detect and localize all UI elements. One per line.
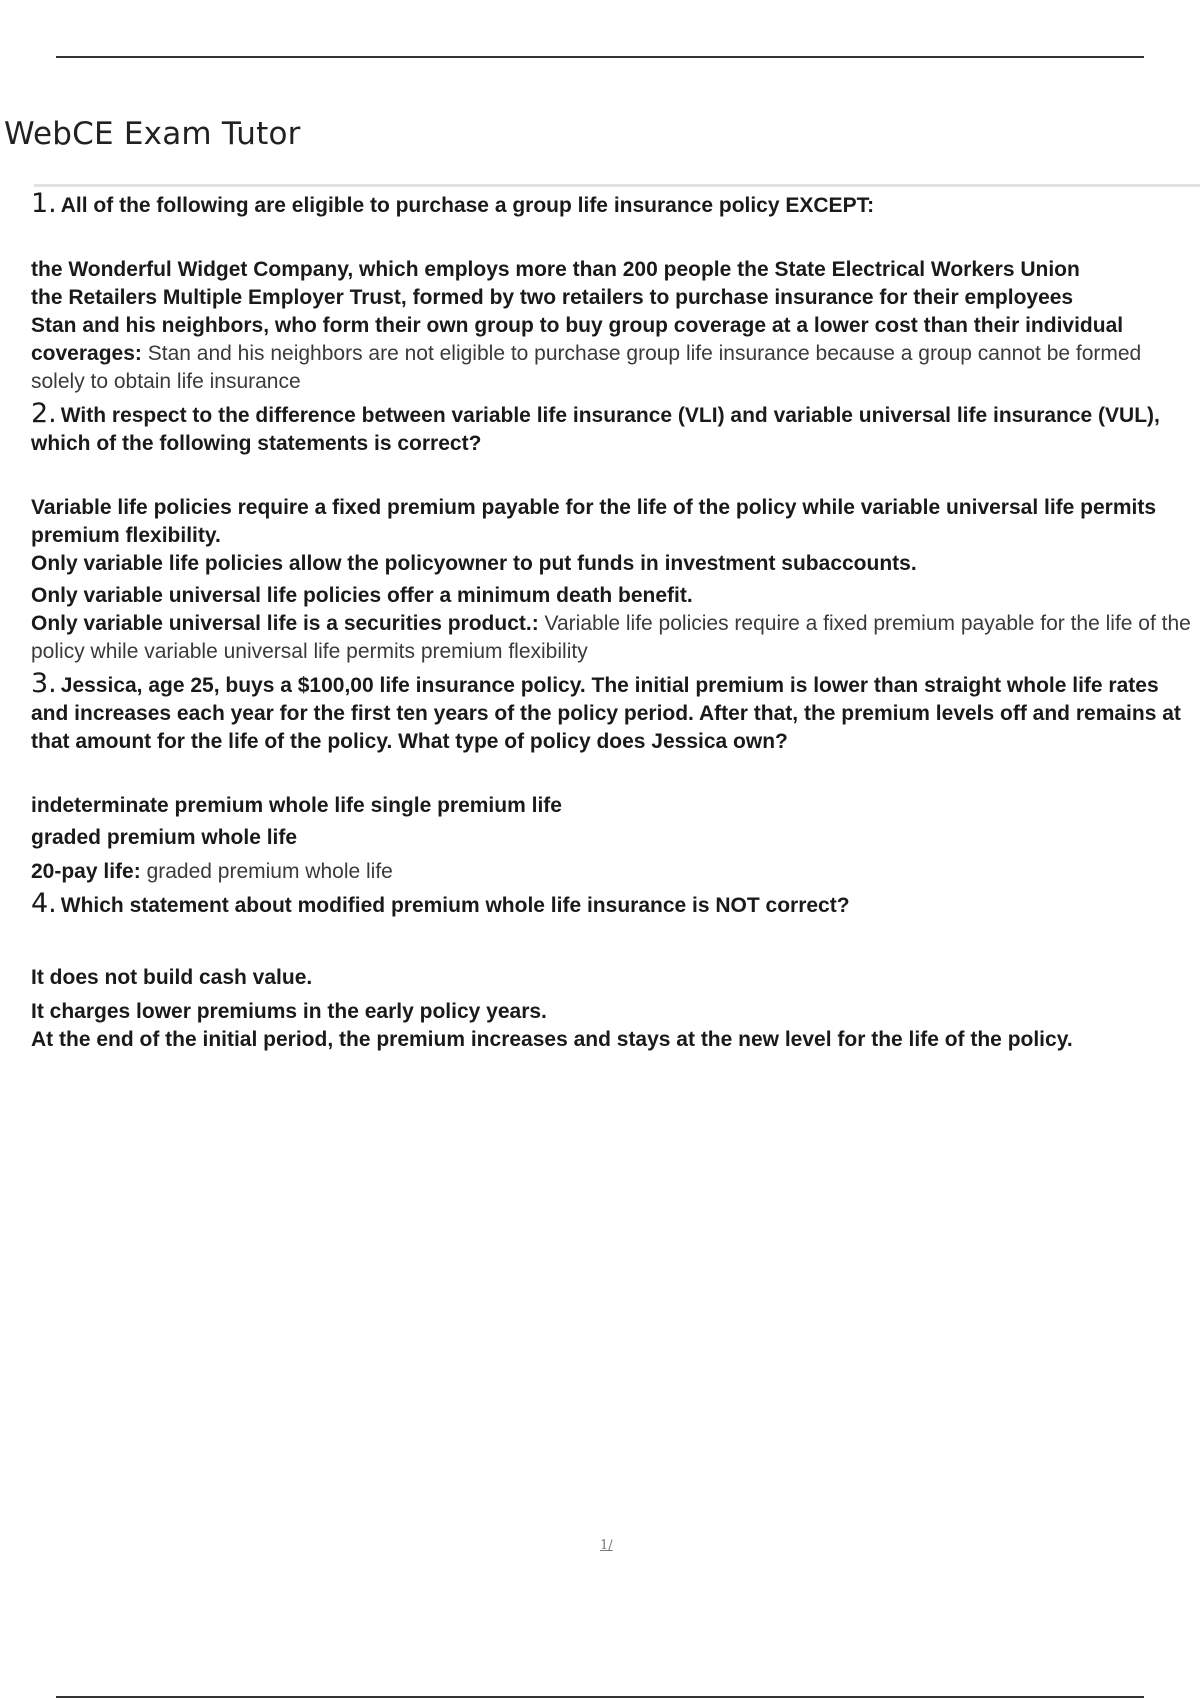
document-title: WebCE Exam Tutor — [4, 116, 301, 152]
question-number: 3. — [31, 668, 57, 699]
question-text: With respect to the difference between variable life insurance (VLI) and variable universal life insurance (VUL), which of the following statements is correct? — [31, 404, 1160, 455]
question-2 — [31, 400, 1197, 458]
question-number: 2. — [31, 398, 57, 429]
bottom-rule — [56, 1696, 1144, 1698]
option-with-answer — [31, 312, 1197, 396]
option: Variable life policies require a fixed premium payable for the life of the policy while variable universal life permits premium flexibility. — [31, 496, 1157, 547]
option-text: 20-pay life: — [31, 860, 141, 883]
option-text: Only variable universal life is a securities product.: — [31, 612, 539, 635]
answer-text: Stan and his neighbors are not eligible to purchase group life insurance because a group cannot be formed solely to obtain life insurance — [31, 342, 1142, 393]
question-4 — [31, 890, 1197, 920]
option: the Retailers Multiple Employer Trust, formed by two retailers to purchase insurance for their employees — [31, 286, 1074, 309]
question-number: 1. — [31, 188, 57, 219]
question-3 — [31, 670, 1197, 756]
title-divider — [34, 184, 1200, 187]
page-number: 1/ — [600, 1538, 613, 1553]
option: the Wonderful Widget Company, which employs more than 200 people the State Electrical Workers Union — [31, 258, 1080, 281]
answer-text: graded premium whole life — [146, 860, 393, 883]
question-number: 4. — [31, 888, 57, 919]
answer-text: Variable life policies require a fixed premium payable for the life of the policy while variable universal life permits premium flexibility — [31, 612, 1191, 663]
option-text: Stan and his neighbors, who form their own group to buy group coverage at a lower cost than their individual coverages: — [31, 314, 1124, 365]
option: At the end of the initial period, the premium increases and stays at the new level for the life of the policy. — [31, 1028, 1073, 1051]
option: It does not build cash value. — [31, 966, 313, 989]
option: Only variable universal life policies offer a minimum death benefit. — [31, 584, 693, 607]
question-text: Jessica, age 25, buys a $100,00 life insurance policy. The initial premium is lower than straight whole life rates and increases each year for the first ten years of the policy period. After that, the premium levels off and remains at that amount for the life of the policy. What type of policy does Jessica own? — [31, 674, 1181, 753]
option: Only variable life policies allow the policyowner to put funds in investment subaccounts. — [31, 552, 917, 575]
question-list — [31, 190, 1197, 1054]
question-1 — [31, 190, 1197, 220]
option-with-answer — [31, 858, 1197, 886]
option: graded premium whole life — [31, 826, 298, 849]
question-text: Which statement about modified premium whole life insurance is NOT correct? — [60, 894, 850, 917]
top-rule — [56, 56, 1144, 58]
question-text: All of the following are eligible to purchase a group life insurance policy EXCEPT: — [60, 194, 875, 217]
option-with-answer — [31, 610, 1197, 666]
option: It charges lower premiums in the early policy years. — [31, 1000, 547, 1023]
option: indeterminate premium whole life single premium life — [31, 794, 562, 817]
